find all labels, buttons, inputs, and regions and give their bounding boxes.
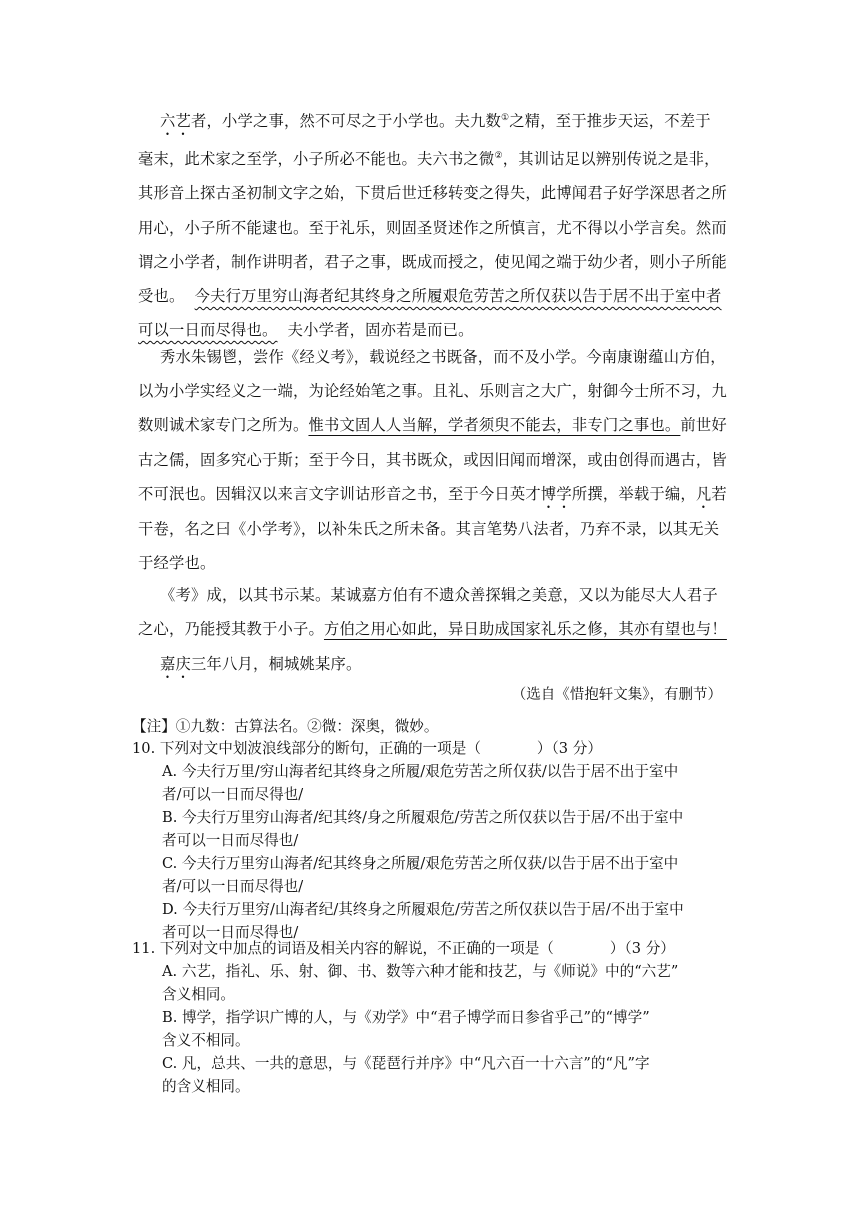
text-line: 秀水朱锡鬯，尝作《经义考》，载说经之书既备，而不及小学。今南康谢蕴山方伯， xyxy=(160,348,726,366)
text-segment: 者，小学之事，然不可尽之于小学也。夫九数 xyxy=(191,112,501,131)
option-b-cont: 者可以一日而尽得也/ xyxy=(162,832,299,849)
source-citation: （选自《惜抱轩文集》，有删节） xyxy=(511,687,722,703)
question-11 xyxy=(132,937,732,1098)
text-line: 谓之小学者，制作讲明者，君子之事，既成而授之，使见闻之端于幼少者，则小子所能 xyxy=(138,252,727,271)
footnote: 【注】①九数：古算法名。②微：深奥，微妙。 xyxy=(132,718,439,735)
text-segment: 数则诚术家专门之所为。 xyxy=(138,416,309,435)
text-segment: 受也。 xyxy=(138,287,185,305)
dotted-char: 博 xyxy=(540,484,557,503)
passage-signature xyxy=(160,647,730,682)
text-segment: 夫小学者，固亦若是而已。 xyxy=(287,321,474,340)
option-c: C. 今夫行万里穷山海者/纪其终身之所履/艰危劳苦之所仅获/以告于居不出于室中 xyxy=(162,855,679,872)
stem-text: 11. 下列对文中加点的词语及相关内容的解说，不正确的一项是（ xyxy=(132,940,554,957)
wavy-underlined-text: 今夫行万里穷山海者纪其终身之所履艰危劳苦之所仅获以告于居不出于室中者 xyxy=(194,287,722,305)
footnote-marker: ② xyxy=(494,151,503,162)
question-stem xyxy=(132,937,732,960)
option-d: D. 今夫行万里穷/山海者纪/其终身之所履艰危/劳苦之所仅获以告于居/不出于室中 xyxy=(162,901,684,918)
text-line: 以为小学实经义之一端，为论经始笔之事。且礼、乐则言之大广，射御今士所不习，九 xyxy=(138,382,727,401)
text-segment: 不可泯也。因辑汉以来言文字训诂形音之书，至于今日英才 xyxy=(138,484,541,503)
option-b: B. 今夫行万里穷山海者/纪其终/身之所履艰危/劳苦之所仅获以告于居/不出于室中 xyxy=(162,809,684,826)
option-b: B. 博学，指学识广博的人，与《劝学》中“君子博学而日参省乎己”的“博学” xyxy=(162,1009,650,1026)
option-c-cont: 的含义相同。 xyxy=(162,1078,250,1095)
passage-paragraph-1 xyxy=(138,101,730,347)
question-stem xyxy=(132,737,732,760)
dotted-char: 庆 xyxy=(175,655,191,673)
text-line: 《考》成，以其书示某。某诚嘉方伯有不遗众善探辑之美意，又以为能尽大人君子 xyxy=(160,586,718,604)
option-a: A. 今夫行万里/穷山海者纪其终身之所履/艰危劳苦之所仅获/以告于居不出于室中 xyxy=(162,763,679,780)
text-line: 于经学也。 xyxy=(138,554,216,573)
underlined-sentence: 方伯之用心如此，异日助成国家礼乐之修，其亦有望也与！ xyxy=(323,620,727,639)
text-line xyxy=(138,139,730,176)
dotted-char: 艺 xyxy=(175,112,191,131)
text-segment: 前世好 xyxy=(680,416,727,435)
text-segment: 若 xyxy=(711,484,727,503)
underlined-sentence: 惟书文固人人当解，学者须臾不能去，非专门之事也。 xyxy=(308,416,681,435)
text-segment: ，其训诂足以辨别传说之是非， xyxy=(502,150,720,169)
text-line xyxy=(138,279,730,313)
text-line: 古之儒，固多究心于斯；至于今日，其书既众，或因旧闻而增深，或由创得而遇古，皆 xyxy=(138,450,727,469)
stem-score: ）（3 分） xyxy=(536,740,602,757)
text-line xyxy=(138,477,730,512)
stem-score: ）（3 分） xyxy=(609,940,675,957)
option-a-cont: 者/可以一日而尽得也/ xyxy=(162,786,304,803)
dotted-char: 凡 xyxy=(695,484,712,503)
footnote-marker: ① xyxy=(500,113,510,123)
text-line: 干卷，名之曰《小学考》，以补朱氏之所未备。其言笔势八法者，乃弃不录，以其无关 xyxy=(138,519,720,538)
text-line xyxy=(138,408,730,442)
question-10 xyxy=(132,737,732,944)
option-d-cont: 者可以一日而尽得也/ xyxy=(162,924,299,941)
text-line xyxy=(160,101,730,139)
text-segment: 之心，乃能授其教于小子。 xyxy=(138,620,324,639)
text-line: 用心，小子所不能逮也。至于礼乐，则固圣贤述作之所慎言，尤不得以小学言矣。然而 xyxy=(138,218,727,237)
text-line xyxy=(160,647,730,682)
passage-paragraph-2 xyxy=(138,340,730,580)
text-line: 其形音上探古圣初制文字之始，下贯后世迁移转变之得失，此博闻君子好学深思者之所 xyxy=(138,184,727,203)
text-segment: 三年八月，桐城姚某序。 xyxy=(191,655,362,673)
option-c-cont: 者/可以一日而尽得也/ xyxy=(162,878,304,895)
option-b-cont: 含义不相同。 xyxy=(162,1032,250,1049)
option-c: C. 凡，总共、一共的意思，与《琵琶行并序》中“凡六百一十六言”的“凡”字 xyxy=(162,1055,650,1072)
option-a-cont: 含义相同。 xyxy=(162,986,235,1003)
option-a: A. 六艺，指礼、乐、射、御、书、数等六种才能和技艺，与《师说》中的“六艺” xyxy=(162,963,679,980)
stem-text: 10. 下列对文中划波浪线部分的断句，正确的一项是（ xyxy=(132,740,481,757)
text-segment: 毫末，此术家之至学，小子所必不能也。夫六书之微 xyxy=(138,150,495,169)
text-segment: 之精，至于推步天运，不差于 xyxy=(509,112,711,131)
dotted-char: 嘉 xyxy=(160,655,176,673)
passage-paragraph-3 xyxy=(138,578,730,646)
dotted-char: 学 xyxy=(556,484,572,503)
wavy-underlined-text: 可以一日而尽得也。 xyxy=(138,321,278,340)
dotted-char: 六 xyxy=(160,112,176,131)
text-segment: 所撰，举载于编， xyxy=(571,484,696,503)
text-line xyxy=(138,612,730,646)
